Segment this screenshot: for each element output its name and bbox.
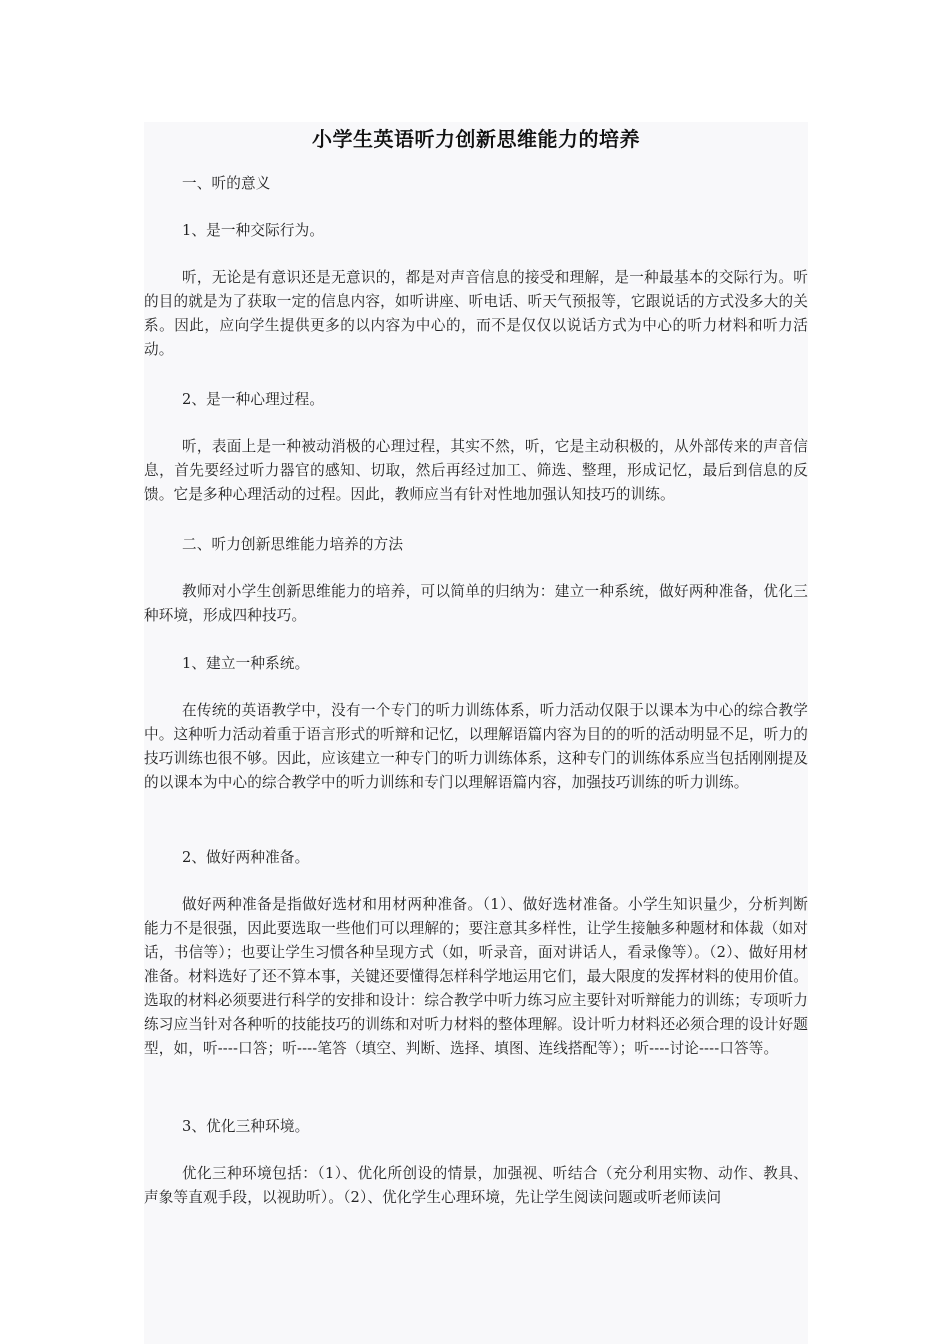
body-paragraph: 教师对小学生创新思维能力的培养，可以简单的归纳为：建立一种系统，做好两种准备，优化三种环境，形成四种技巧。 xyxy=(144,583,808,624)
article-title: 小学生英语听力创新思维能力的培养 xyxy=(312,127,640,151)
body-paragraph: 做好两种准备是指做好选材和用材两种准备。（1）、做好选材准备。小学生知识量少，分析判断能力不是很强，因此要选取一些他们可以理解的；要注意其多样性，让学生接触多种题材和体裁（如对话，书信等）；也要让学生习惯各种呈现方式（如，听录音，面对讲话人，看录像等）。（2）、做好用材准备。材料选好了还不算本事，关键还要懂得怎样科学地运用它们，最大限度的发挥材料的使用价值。选取的材料必须要进行科学的安排和设计：综合教学中听力练习应主要针对听辩能力的训练；专项听力练习应当针对各种听的技能技巧的训练和对听力材料的整体理解。设计听力材料还必须合理的设计好题型，如，听----口答；听----笔答（填空、判断、选择、填图、连线搭配等）；听----讨论----口答等。 xyxy=(144,896,808,1057)
body-paragraph: 听，无论是有意识还是无意识的，都是对声音信息的接受和理解，是一种最基本的交际行为。听的目的就是为了获取一定的信息内容，如听讲座、听电话、听天气预报等，它跟说话的方式没多大的关系。因此，应向学生提供更多的以内容为中心的，而不是仅仅以说话方式为中心的听力材料和听力活动。 xyxy=(144,269,808,358)
section-heading-2: 二、听力创新思维能力培养的方法 xyxy=(182,536,404,553)
subsection-heading-2-1: 1、建立一种系统。 xyxy=(182,655,310,672)
section-heading-1: 一、听的意义 xyxy=(182,175,271,192)
body-paragraph: 优化三种环境包括：（1）、优化所创设的情景，加强视、听结合（充分利用实物、动作、教具、声象等直观手段，以视助听）。（2）、优化学生心理环境，先让学生阅读问题或听老师读问 xyxy=(144,1165,808,1206)
subsection-heading-2-3: 3、优化三种环境。 xyxy=(182,1118,310,1135)
subsection-heading-2-2: 2、做好两种准备。 xyxy=(182,849,310,866)
subsection-heading-1-1: 1、是一种交际行为。 xyxy=(182,222,325,239)
body-paragraph: 听，表面上是一种被动消极的心理过程，其实不然，听，它是主动积极的，从外部传来的声音信息，首先要经过听力器官的感知、切取，然后再经过加工、筛选、整理，形成记忆，最后到信息的反馈。它是多种心理活动的过程。因此，教师应当有针对性地加强认知技巧的训练。 xyxy=(144,438,808,503)
subsection-heading-1-2: 2、是一种心理过程。 xyxy=(182,391,325,408)
body-paragraph: 在传统的英语教学中，没有一个专门的听力训练体系，听力活动仅限于以课本为中心的综合教学中。这种听力活动着重于语言形式的听辩和记忆，以理解语篇内容为目的的听的活动明显不足，听力的技巧训练也很不够。因此，应该建立一种专门的听力训练体系，这种专门的训练体系应当包括刚刚提及的以课本为中心的综合教学中的听力训练和专门以理解语篇内容，加强技巧训练的听力训练。 xyxy=(144,702,808,791)
